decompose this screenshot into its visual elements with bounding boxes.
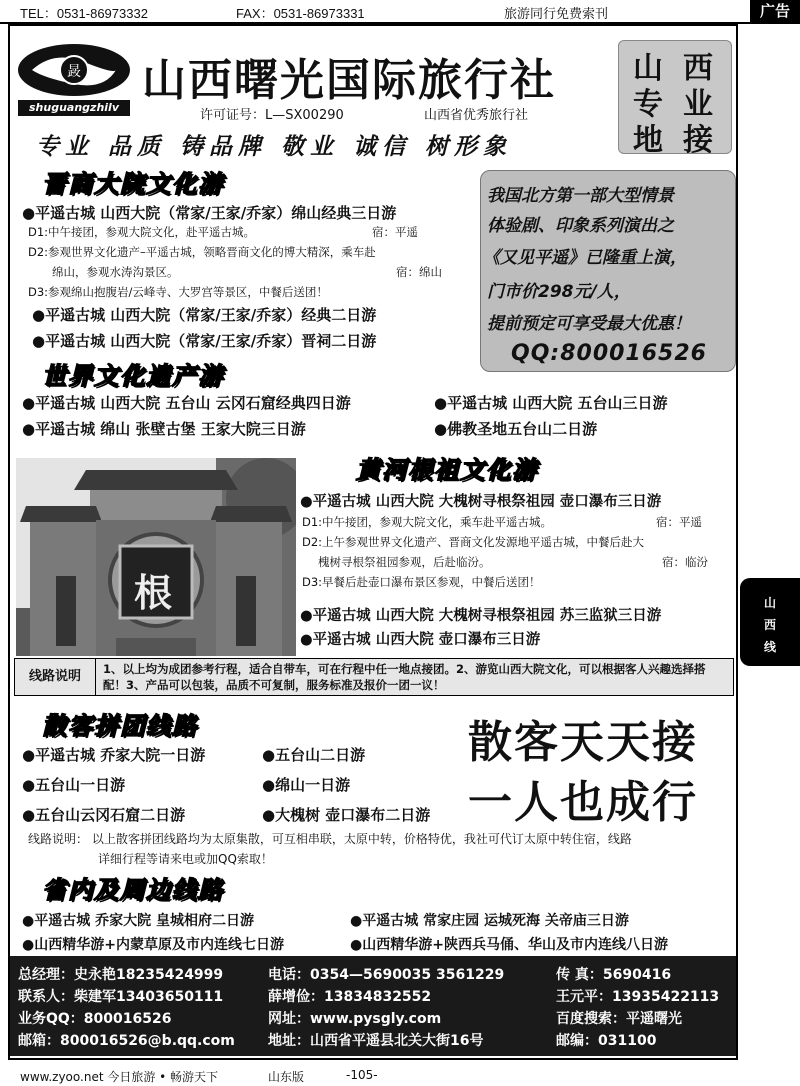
promo-line: 门市价298元/人， xyxy=(487,282,631,302)
side-tab-char: 线 xyxy=(763,640,776,654)
contact-baidu: 百度搜索：平遥曙光 xyxy=(556,1011,682,1027)
itinerary-day: 槐树寻根祭祖园参观，后赴临汾。 xyxy=(318,555,491,569)
side-tab-shanxi xyxy=(740,578,800,666)
section-title-world-heritage: 世界文化遗产游 xyxy=(42,362,224,390)
photo-plaque-char: 根 xyxy=(134,571,173,615)
route-item: ●平遥古城 山西大院 大槐树寻根祭祖园 壶口瀑布三日游 xyxy=(300,494,662,510)
big-slogan: 散客天天接 xyxy=(468,717,698,768)
contact-panel xyxy=(10,956,736,1056)
itinerary-day: D2:参观世界文化遗产–平遥古城，领略晋商文化的博大精深，乘车赴 xyxy=(28,245,376,259)
promo-box xyxy=(480,170,736,372)
temple-gate-photo xyxy=(16,458,296,656)
itinerary-day: D1:中午接团，参观大院文化，赴平遥古城。 xyxy=(28,225,256,239)
route-item: ●山西精华游+内蒙草原及市内连线七日游 xyxy=(22,937,284,953)
promo-qq: QQ:800016526 xyxy=(511,341,707,366)
promo-line: 《又见平遥》已隆重上演， xyxy=(483,248,687,268)
itinerary-stay: 宿：临汾 xyxy=(662,555,708,569)
promo-line: 我国北方第一部大型情景 xyxy=(487,186,674,206)
route-item: ●平遥古城 山西大院（常家/王家/乔家）绵山经典三日游 xyxy=(22,204,397,222)
top-tel: TEL：0531-86973332 xyxy=(20,6,148,21)
footer-edition: 山东版 xyxy=(268,1070,305,1084)
notes-text: 1、以上均为成团参考行程，适合自带车，可在行程中任一地点接团。2、游览山西大院文化，可以根据客人兴趣选择搭配！3、产品可以包装，品质不可复制，服务标准及报价一团一议！ xyxy=(103,662,706,692)
big-slogan: 一人也成行 xyxy=(468,777,698,828)
license-number: 许可证号：L—SX00290 xyxy=(200,108,344,123)
route-item: ●平遥古城 山西大院（常家/王家/乔家）经典二日游 xyxy=(32,306,377,324)
spec-char: 业 xyxy=(683,87,713,122)
route-item: ●平遥古城 山西大院（常家/王家/乔家）晋祠二日游 xyxy=(32,332,377,350)
notes-label: 线路说明 xyxy=(15,659,96,695)
itinerary-day: D2:上午参观世界文化遗产、晋商文化发源地平遥古城，中餐后赴大 xyxy=(302,535,645,549)
route-item: ●山西精华游+陕西兵马俑、华山及市内连线八日游 xyxy=(350,937,668,953)
spec-char: 山 xyxy=(633,51,663,86)
route-item: ●五台山二日游 xyxy=(262,746,366,764)
slogan: 专业 品质 铸品牌 敬业 诚信 树形象 xyxy=(36,134,513,160)
group-tour-note: 线路说明： 以上散客拼团线路均为太原集散，可互相串联，太原中转，价格特优，我社可代订太原中转住宿，线路 xyxy=(28,832,632,846)
ad-tag: 广告 xyxy=(750,0,800,22)
route-item: ●佛教圣地五台山二日游 xyxy=(434,420,598,438)
spec-char: 西 xyxy=(683,51,713,86)
spec-char: 接 xyxy=(683,123,713,158)
promo-line: 体验剧、印象系列演出之 xyxy=(487,216,674,236)
footer-site: www.zyoo.net 今日旅游 • 畅游天下 xyxy=(20,1070,219,1084)
promo-line: 提前预定可享受最大优惠！ xyxy=(487,314,691,334)
contact-gm: 总经理：史永艳18235424999 xyxy=(18,967,224,983)
section-title-provincial: 省内及周边线路 xyxy=(42,876,224,904)
contact-qq: 业务QQ：800016526 xyxy=(18,1011,172,1027)
side-tab-char: 山 xyxy=(763,596,776,610)
contact-email[interactable]: 邮箱：800016526@b.qq.com xyxy=(18,1033,235,1049)
top-index-title: 旅游同行免费索刊 xyxy=(504,6,609,21)
itinerary-day: D1:中午接团，参观大院文化，乘车赴平遥古城。 xyxy=(302,515,553,529)
top-fax: FAX：0531-86973331 xyxy=(236,6,365,21)
itinerary-day: 绵山，参观水涛沟景区。 xyxy=(52,265,179,279)
itinerary-day: D3:参观绵山抱腹岩/云峰寺、大罗宫等景区，中餐后送团！ xyxy=(28,285,328,299)
specialty-box xyxy=(618,40,732,158)
group-tour-note: 详细行程等请来电或加QQ索取！ xyxy=(98,852,273,866)
company-name: 山西曙光国际旅行社 xyxy=(142,55,556,106)
contact-fax: 传 真：5690416 xyxy=(556,967,672,983)
side-tab-char: 西 xyxy=(763,618,776,632)
itinerary-day: D3:早餐后赴壶口瀑布景区参观，中餐后送团！ xyxy=(302,575,541,589)
route-item: ●五台山云冈石窟二日游 xyxy=(22,806,186,824)
route-item: ●平遥古城 山西大院 壶口瀑布三日游 xyxy=(300,632,541,648)
route-item: ●平遥古城 山西大院 五台山三日游 xyxy=(434,394,668,412)
itinerary-stay: 宿：平遥 xyxy=(656,515,702,529)
footer xyxy=(0,1064,800,1086)
contact-address: 地址：山西省平遥县北关大街16号 xyxy=(268,1033,484,1049)
route-item: ●平遥古城 乔家大院一日游 xyxy=(22,746,206,764)
spec-char: 专 xyxy=(633,87,663,122)
footer-page: -105- xyxy=(346,1068,378,1082)
route-item: ●平遥古城 绵山 张壁古堡 王家大院三日游 xyxy=(22,420,306,438)
itinerary-stay: 宿：绵山 xyxy=(396,265,442,279)
route-item: ●大槐树 壶口瀑布二日游 xyxy=(262,806,431,824)
route-item: ●绵山一日游 xyxy=(262,776,351,794)
top-bar xyxy=(0,0,800,24)
company-logo-icon xyxy=(14,40,134,100)
route-item: ●平遥古城 常家庄园 运城死海 关帝庙三日游 xyxy=(350,913,629,929)
route-notes-bar xyxy=(14,658,734,696)
contact-xue: 薛增俭：13834832552 xyxy=(268,989,432,1005)
logo-english: shuguangzhilv xyxy=(18,100,130,116)
route-item: ●五台山一日游 xyxy=(22,776,126,794)
contact-website[interactable]: 网址：www.pysgly.com xyxy=(268,1011,442,1027)
route-item: ●平遥古城 山西大院 五台山 云冈石窟经典四日游 xyxy=(22,394,351,412)
itinerary-stay: 宿：平遥 xyxy=(372,225,418,239)
svg-text:晸: 晸 xyxy=(67,64,81,80)
route-item: ●平遥古城 乔家大院 皇城相府二日游 xyxy=(22,913,254,929)
route-item: ●平遥古城 山西大院 大槐树寻根祭祖园 苏三监狱三日游 xyxy=(300,608,662,624)
contact-zip: 邮编：031100 xyxy=(556,1033,657,1049)
contact-wang: 王元平：13935422113 xyxy=(556,989,720,1005)
excellent-agency: 山西省优秀旅行社 xyxy=(424,108,529,123)
contact-person: 联系人：柴建军13403650111 xyxy=(18,989,224,1005)
contact-tel: 电话：0354—5690035 3561229 xyxy=(268,967,505,983)
section-title-jinshang: 晋商大院文化游 xyxy=(42,170,224,198)
section-title-group-tours: 散客拼团线路 xyxy=(42,712,198,740)
section-title-yellow-river: 黄河根祖文化游 xyxy=(356,456,538,484)
spec-char: 地 xyxy=(633,123,663,158)
